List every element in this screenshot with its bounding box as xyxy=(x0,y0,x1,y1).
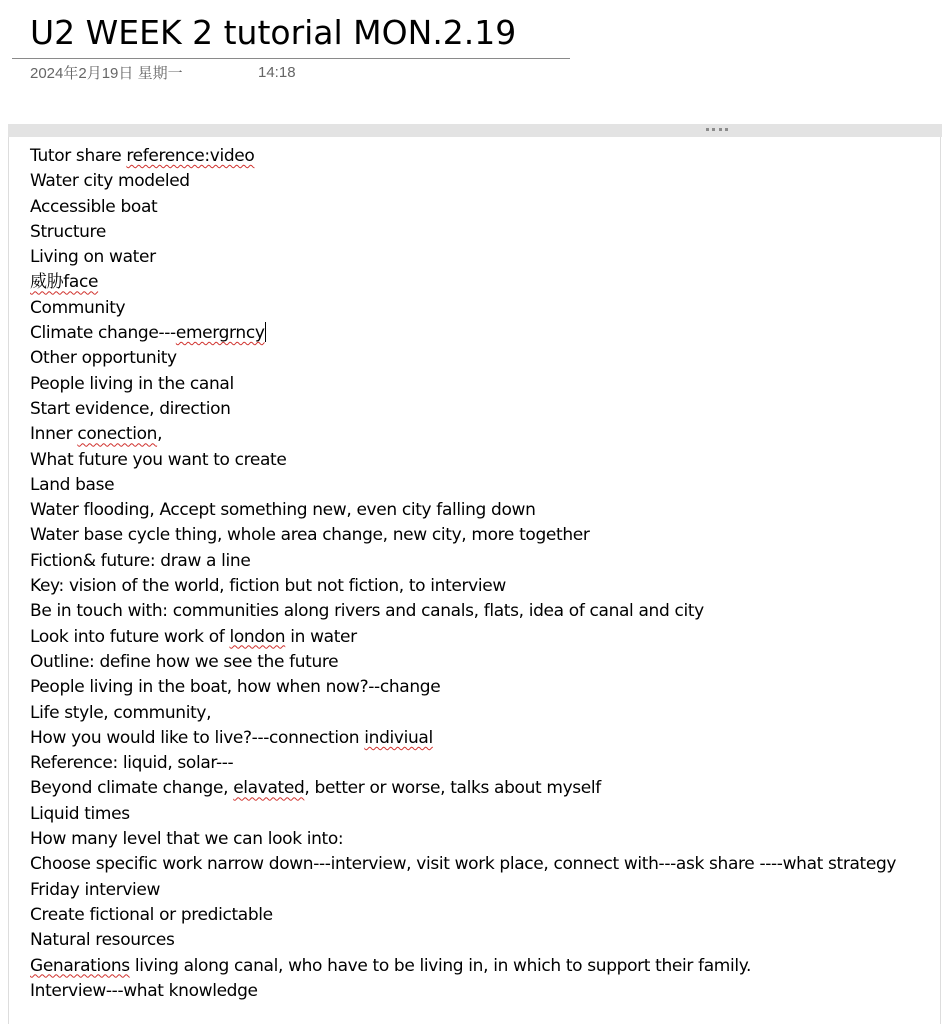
note-text: How many level that we can look into: xyxy=(30,829,344,850)
note-line[interactable] xyxy=(30,979,896,1004)
note-text: Climate change--- xyxy=(30,323,176,344)
note-line[interactable] xyxy=(30,751,896,776)
note-line[interactable] xyxy=(30,878,896,903)
note-line[interactable] xyxy=(30,852,896,877)
misspelled-word[interactable]: emergrncy xyxy=(175,323,265,344)
note-text: Key: vision of the world, fiction but not fiction, to interview xyxy=(30,576,506,597)
note-line[interactable] xyxy=(30,574,896,599)
title-divider xyxy=(12,58,570,59)
note-line[interactable] xyxy=(30,245,896,270)
note-line[interactable] xyxy=(30,321,896,346)
note-text: , better or worse, talks about myself xyxy=(304,778,601,799)
note-text: What future you want to create xyxy=(30,449,287,470)
note-text: , xyxy=(157,424,163,445)
note-text: Look into future work of xyxy=(30,626,230,647)
page-time: 14:18 xyxy=(258,64,296,81)
misspelled-word[interactable]: reference:video xyxy=(126,146,255,166)
note-line[interactable] xyxy=(30,599,896,624)
note-text: Be in touch with: communities along rivers and canals, flats, idea of canal and city xyxy=(30,601,704,622)
misspelled-word[interactable]: Genarations xyxy=(30,955,130,976)
note-text: Fiction& future: draw a line xyxy=(30,550,251,571)
note-text: Water base cycle thing, whole area change, new city, more together xyxy=(30,525,590,546)
note-line[interactable] xyxy=(30,523,896,548)
note-line[interactable] xyxy=(30,448,896,473)
note-line[interactable] xyxy=(30,220,896,245)
misspelled-word[interactable]: elavated xyxy=(233,778,305,799)
note-line[interactable] xyxy=(30,498,896,523)
note-text: living along canal, who have to be living in, in which to support their family. xyxy=(129,955,752,976)
note-text: Create fictional or predictable xyxy=(30,904,273,925)
note-text: in water xyxy=(285,626,357,647)
note-line[interactable] xyxy=(30,954,896,979)
note-text: Structure xyxy=(30,221,106,242)
note-text: Liquid times xyxy=(30,803,130,824)
note-text: Beyond climate change, xyxy=(30,778,234,799)
note-line[interactable] xyxy=(30,144,896,169)
note-text: How you would like to live?---connection xyxy=(30,727,365,748)
note-text: Land base xyxy=(30,474,115,495)
note-line[interactable] xyxy=(30,928,896,953)
note-line[interactable] xyxy=(30,827,896,852)
note-line[interactable] xyxy=(30,346,896,371)
misspelled-word[interactable]: london xyxy=(229,626,286,647)
grip-icon[interactable] xyxy=(706,128,728,131)
note-text: Water city modeled xyxy=(30,171,190,192)
note-text: Accessible boat xyxy=(30,196,158,217)
note-text: Living on water xyxy=(30,247,156,268)
note-line[interactable] xyxy=(30,422,896,447)
note-text: Start evidence, direction xyxy=(30,398,231,419)
note-line[interactable] xyxy=(30,776,896,801)
page-date: 2024年2月19日 星期一 xyxy=(30,65,183,82)
note-line[interactable] xyxy=(30,372,896,397)
note-line[interactable] xyxy=(30,549,896,574)
note-text: Outline: define how we see the future xyxy=(30,651,339,672)
note-line[interactable] xyxy=(30,195,896,220)
misspelled-word[interactable]: indiviual xyxy=(364,727,433,748)
note-text: Choose specific work narrow down---interview, visit work place, connect with---ask share ----what strategy xyxy=(30,854,897,875)
note-text: Other opportunity xyxy=(30,348,177,369)
note-line[interactable] xyxy=(30,473,896,498)
misspelled-word[interactable]: 威胁face xyxy=(30,272,99,293)
note-text: Reference: liquid, solar--- xyxy=(30,753,234,774)
note-text: Natural resources xyxy=(30,930,175,951)
note-body[interactable] xyxy=(30,144,896,1004)
note-text: Tutor share xyxy=(30,146,127,166)
page-title[interactable]: U2 WEEK 2 tutorial MON.2.19 xyxy=(30,13,517,52)
note-line[interactable] xyxy=(30,296,896,321)
note-line[interactable] xyxy=(30,903,896,928)
note-text: Friday interview xyxy=(30,879,161,900)
note-text: People living in the boat, how when now?--change xyxy=(30,677,441,698)
note-line[interactable] xyxy=(30,625,896,650)
note-line[interactable] xyxy=(30,270,896,295)
note-line[interactable] xyxy=(30,802,896,827)
note-line[interactable] xyxy=(30,675,896,700)
note-line[interactable] xyxy=(30,650,896,675)
note-line[interactable] xyxy=(30,726,896,751)
note-line[interactable] xyxy=(30,397,896,422)
note-text: Water flooding, Accept something new, even city falling down xyxy=(30,500,536,521)
note-text: Interview---what knowledge xyxy=(30,980,258,1001)
note-text: People living in the canal xyxy=(30,373,234,394)
note-line[interactable] xyxy=(30,701,896,726)
note-text: Community xyxy=(30,297,126,318)
note-line[interactable] xyxy=(30,169,896,194)
note-text: Life style, community, xyxy=(30,702,212,723)
note-text: Inner xyxy=(30,424,78,445)
note-container-handle[interactable] xyxy=(8,124,942,137)
text-cursor xyxy=(265,322,266,342)
misspelled-word[interactable]: conection xyxy=(77,424,158,445)
